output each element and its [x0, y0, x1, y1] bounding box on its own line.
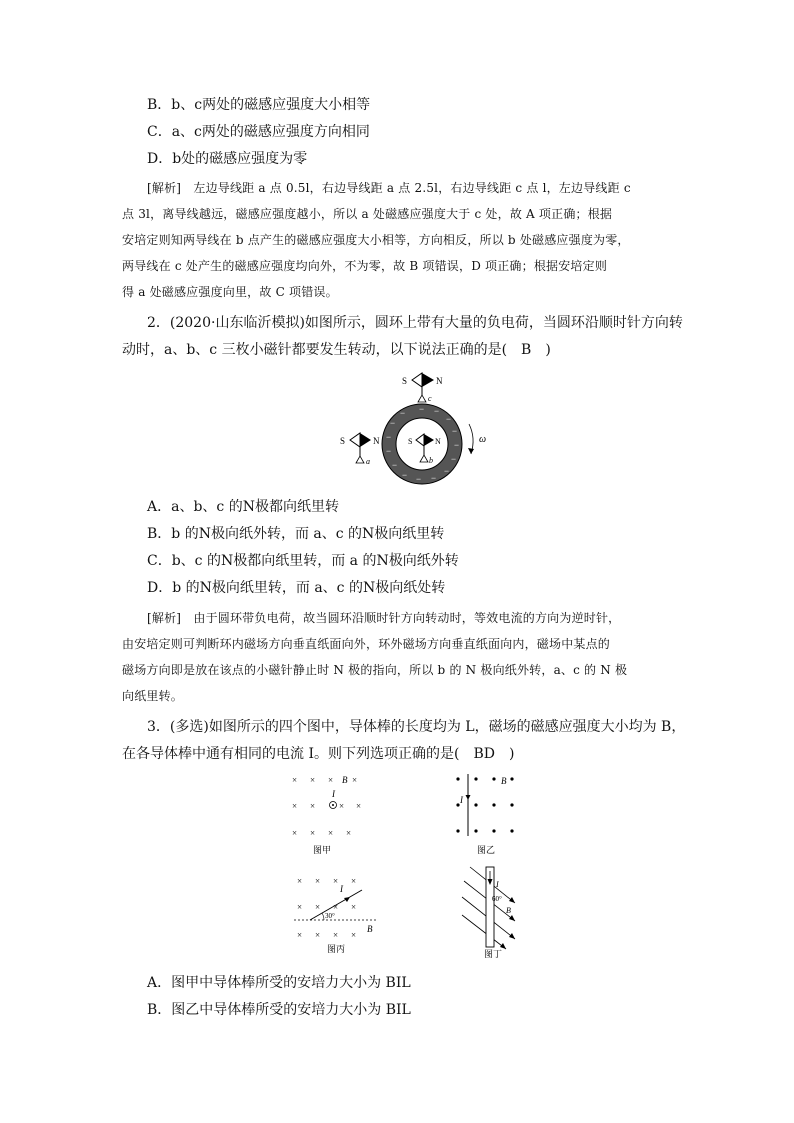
svg-text:−: −: [419, 404, 425, 414]
svg-text:−: −: [454, 440, 460, 450]
svg-text:×: ×: [339, 801, 345, 811]
svg-text:−: −: [416, 474, 422, 484]
bing-angle-label: 30°: [325, 912, 335, 920]
ding-i-label: I: [496, 880, 499, 889]
q2-explanation-line: [解析] 由于圆环带负电荷，故当圆环沿顺时针方向转动时，等效电流的方向为逆时针，: [147, 611, 621, 625]
needle-a-n-label: N: [373, 436, 380, 446]
svg-text:×: ×: [351, 902, 357, 912]
q2-option-a: A．a、b、c 的N极都向纸里转: [147, 499, 339, 515]
bing-caption: 图丙: [327, 944, 346, 954]
yi-caption: 图乙: [477, 845, 496, 855]
svg-text:×: ×: [310, 775, 316, 785]
svg-text:−: −: [386, 432, 392, 442]
yi-b-label: B: [501, 776, 507, 786]
svg-text:×: ×: [292, 801, 298, 811]
svg-text:×: ×: [315, 902, 321, 912]
svg-text:×: ×: [352, 775, 358, 785]
svg-text:×: ×: [310, 801, 316, 811]
svg-text:−: −: [400, 408, 406, 418]
needle-a-label: a: [366, 457, 370, 466]
needle-a-s-label: S: [340, 436, 346, 446]
svg-text:−: −: [390, 418, 396, 428]
svg-text:×: ×: [333, 902, 339, 912]
svg-text:×: ×: [315, 876, 321, 886]
svg-text:×: ×: [292, 775, 298, 785]
figure-yi: [455, 770, 535, 855]
figure-jia: [292, 770, 382, 855]
svg-text:×: ×: [351, 930, 357, 940]
q2-option-d: D．b 的N极向纸里转，而 a、c 的N极向纸处转: [147, 580, 446, 596]
svg-text:×: ×: [346, 828, 352, 838]
q2-ring-figure: [340, 368, 500, 488]
needle-b-n-label: N: [435, 437, 441, 446]
svg-text:×: ×: [297, 930, 303, 940]
ding-caption: 图丁: [484, 949, 503, 959]
svg-text:×: ×: [310, 828, 316, 838]
q2-option-b: B．b 的N极向纸外转，而 a、c 的N极向纸里转: [147, 526, 445, 542]
q3-stem-line: 在各导体棒中通有相同的电流 I。则下列选项正确的是( BD ): [122, 746, 515, 762]
figure-ding: [460, 865, 530, 960]
svg-text:×: ×: [351, 876, 357, 886]
svg-text:×: ×: [292, 828, 298, 838]
jia-b-label: B: [342, 775, 348, 785]
q2-option-c: C．b、c 的N极都向纸里转，而 a 的N极向纸外转: [147, 553, 459, 569]
svg-text:×: ×: [333, 876, 339, 886]
svg-text:−: −: [431, 473, 437, 483]
q1-explanation-line: 点 3l，离导线越远，磁感应强度越小，所以 a 处磁感应强度大于 c 处，故 A 项正确；根据: [122, 207, 613, 221]
q2-explanation-line: 由安培定则可判断环内磁场方向垂直纸面向外，环外磁场方向垂直纸面向内，磁场中某点的: [122, 637, 611, 651]
ding-b-label: B: [506, 906, 511, 915]
svg-text:×: ×: [328, 775, 334, 785]
svg-text:−: −: [444, 466, 450, 476]
svg-text:−: −: [434, 406, 440, 416]
jia-caption: 图甲: [313, 845, 332, 855]
ding-angle-label: 60°: [492, 895, 502, 903]
compass-needle-a: [340, 433, 380, 466]
svg-text:×: ×: [315, 930, 321, 940]
q3-option-a: A．图甲中导体棒所受的安培力大小为 BIL: [147, 975, 411, 991]
needle-b-s-label: S: [408, 437, 413, 446]
svg-text:−: −: [446, 414, 452, 424]
q2-explanation-line: 向纸里转。: [122, 689, 184, 703]
q1-explanation-line: 安培定则知两导线在 b 点产生的磁感应强度大小相等，方向相反，所以 b 处磁感应强度为零，: [122, 233, 630, 247]
omega-label: ω: [479, 434, 487, 445]
needle-c-n-label: N: [436, 376, 443, 386]
svg-text:×: ×: [356, 801, 362, 811]
svg-text:×: ×: [297, 902, 303, 912]
q1-explanation-line: 两导线在 c 处产生的磁感应强度均向外，不为零，故 B 项错误，D 项正确；根据安培定则: [122, 259, 608, 273]
svg-text:−: −: [392, 460, 398, 470]
q1-explanation-line: 得 a 处磁感应强度向里，故 C 项错误。: [122, 285, 338, 299]
needle-c-label: c: [428, 394, 432, 403]
bing-i-label: I: [340, 884, 343, 894]
svg-text:−: −: [451, 454, 457, 464]
q1-option-d: D．b处的磁感应强度为零: [147, 151, 308, 167]
svg-text:×: ×: [328, 828, 334, 838]
compass-needle-c: [402, 373, 443, 403]
q1-explanation-line: [解析] 左边导线距 a 点 0.5l，右边导线距 a 点 2.5l，右边导线距 c 点 l，左边导线距 c: [147, 181, 631, 195]
q3-stem-line: 3．(多选)如图所示的四个图中，导体棒的长度均为 L，磁场的磁感应强度大小均为 B，: [147, 719, 686, 735]
needle-c-s-label: S: [402, 376, 408, 386]
q1-option-b: B．b、c两处的磁感应强度大小相等: [147, 97, 371, 113]
jia-i-label: I: [332, 789, 335, 799]
q1-option-c: C．a、c两处的磁感应强度方向相同: [147, 124, 370, 140]
svg-text:×: ×: [333, 930, 339, 940]
needle-b-label: b: [429, 456, 433, 465]
q2-stem-line: 2．(2020·山东临沂模拟)如图所示，圆环上带有大量的负电荷，当圆环沿顺时针方向转: [147, 315, 683, 331]
svg-text:−: −: [452, 426, 458, 436]
svg-text:−: −: [386, 446, 392, 456]
yi-i-label: I: [460, 795, 463, 805]
q3-option-b: B．图乙中导体棒所受的安培力大小为 BIL: [147, 1002, 411, 1018]
svg-text:×: ×: [297, 876, 303, 886]
svg-text:−: −: [402, 470, 408, 480]
q2-stem-line: 动时，a、b、c 三枚小磁针都要发生转动，以下说法正确的是( B ): [122, 342, 551, 358]
q2-explanation-line: 磁场方向即是放在该点的小磁针静止时 N 极的指向，所以 b 的 N 极向纸外转，a、c 的 N 极: [122, 663, 628, 677]
figure-bing: [292, 868, 392, 958]
bing-b-label: B: [367, 924, 373, 934]
